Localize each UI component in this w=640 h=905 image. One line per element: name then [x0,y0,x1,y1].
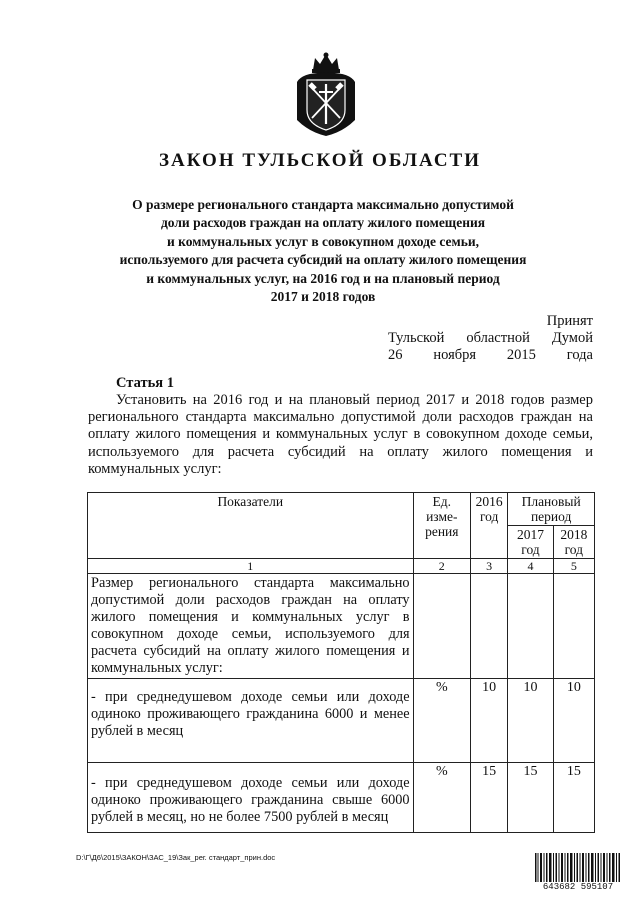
date-word: ноября [433,347,477,363]
header-planned-line: период [530,509,572,524]
page-title: ЗАКОН ТУЛЬСКОЙ ОБЛАСТИ [158,150,482,171]
header-2016-line: 2016 [475,494,503,509]
row-value-2018: 15 [553,763,594,833]
coat-of-arms-icon [293,52,359,138]
subtitle-line: 2017 и 2018 годов [270,289,376,305]
column-numbers-row [88,559,595,574]
row-unit: % [413,763,470,833]
header-unit-line: рения [425,524,459,539]
article-heading: Статья 1 [116,375,174,391]
header-planned-line: Плановый [521,494,581,509]
header-2018 [553,526,594,559]
header-2017-line: 2017 [516,527,544,542]
row-text-line: жилого помещения и коммунальных услуг в [91,609,410,625]
header-2017-line: год [521,542,540,557]
article-line: Установить на 2016 год и на плановый период 2017 и 2018 годов размер [116,392,593,408]
column-number: 2 [413,559,470,574]
date-word: 2015 [506,347,536,363]
row-text-line: рублей в месяц [91,723,184,739]
row-value-2017: 10 [508,679,553,763]
row-value-2016 [471,574,508,679]
article-line: регионального стандарта максимально допустимой доли расходов граждан на [88,409,593,426]
law-subtitle [88,196,558,306]
file-path: D:\Г\Д6\2015\ЗАКОН\ЗАС_19\Зак_рег. стандарт_прин.doc [76,853,276,862]
header-2018-line: 2018 [560,527,588,542]
acceptance-block [388,313,593,364]
row-value-2016: 15 [471,763,508,833]
row-text-line: Размер регионального стандарта максимально [91,575,410,591]
column-number: 5 [553,559,594,574]
row-text-line: - при среднедушевом доходе семьи или доходе [91,689,410,705]
column-number: 3 [471,559,508,574]
row-value-2016: 10 [471,679,508,763]
accepted-word: областной [466,330,530,346]
column-number: 1 [88,559,414,574]
row-value-2017: 15 [508,763,553,833]
accepted-by [388,330,593,347]
table-row [88,574,595,679]
article-line: оплату жилого помещения и коммунальных услуг в совокупном доходе семьи, [88,426,593,443]
header-2016-line: год [479,509,499,524]
row-text-line: одиноко проживающего гражданина свыше 6000 [91,792,410,808]
accepted-word: Думой [551,330,593,346]
header-2017 [508,526,553,559]
table-row [88,679,595,763]
row-text-line: - при среднедушевом доходе семьи или доходе [91,775,410,791]
row-value-2017 [508,574,553,679]
row-text-line: расчета субсидий на оплату жилого помещения и [91,643,410,659]
row-text-line: рублей в месяц, но не более 7500 рублей в месяц [91,809,389,825]
accepted-word: Тульской [388,330,445,346]
date-word: года [566,347,593,363]
accepted-date [388,347,593,364]
header-2018-line: год [564,542,584,557]
row-unit: % [413,679,470,763]
header-indicators: Показатели [88,493,414,559]
row-text-line: допустимой доли расходов граждан на оплату [91,592,410,608]
article-line: коммунальных услуг: [88,460,222,477]
header-unit-line: изме- [426,509,458,524]
row-text [88,679,414,763]
row-value-2018: 10 [553,679,594,763]
row-text-line: коммунальных услуг: [91,660,223,676]
subtitle-line: и коммунальных услуг, на 2016 год и на плановый период [146,270,500,286]
subtitle-line: доли расходов граждан на оплату жилого помещения [160,215,486,231]
row-unit [413,574,470,679]
table-header-row [88,493,595,526]
header-planned [508,493,595,526]
article-text [88,392,593,478]
subtitle-line: и коммунальных услуг в совокупном доходе семьи, [167,233,479,249]
date-word: 26 [388,347,403,363]
subtitle-line: используемого для расчета субсидий на оплату жилого помещения [119,252,527,268]
subtitle-line: О размере регионального стандарта максимально допустимой [132,197,514,212]
barcode-number: 643682 595107 [533,882,623,892]
row-text [88,574,414,679]
standards-table [87,492,595,833]
row-text-line: совокупном доходе семьи, используемого для [91,626,410,642]
accepted-label: Принят [546,313,593,329]
row-text [88,763,414,833]
column-number: 4 [508,559,553,574]
header-2016 [471,493,508,559]
row-text-line: одиноко проживающего гражданина 6000 и менее [91,706,410,722]
header-unit [413,493,470,559]
header-unit-line: Ед. [432,494,452,509]
row-value-2018 [553,574,594,679]
table-row [88,763,595,833]
article-line: используемого для расчета субсидий на оплату жилого помещения и [88,443,593,460]
